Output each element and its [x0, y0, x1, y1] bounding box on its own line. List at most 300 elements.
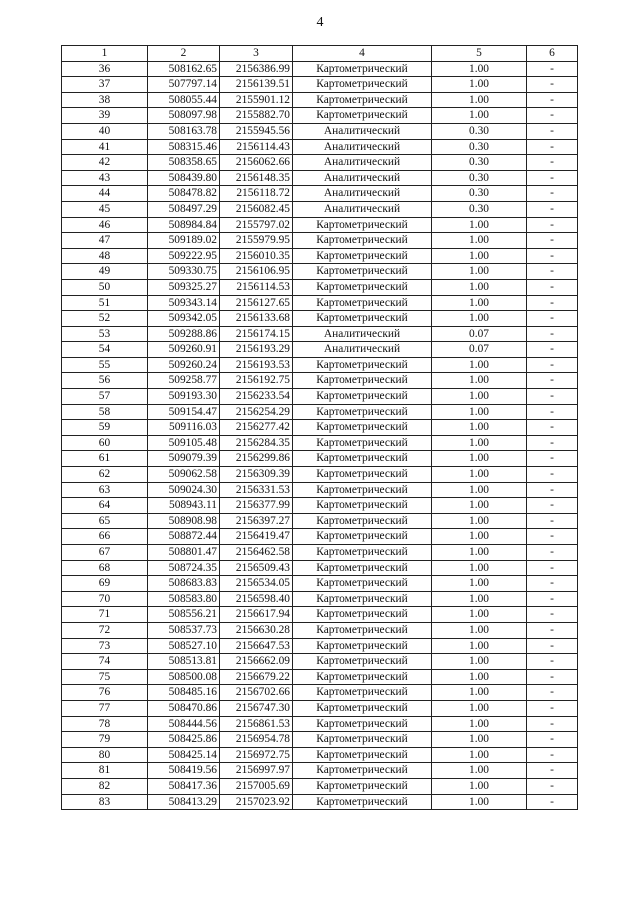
table-row	[62, 778, 578, 794]
column-header: 3	[220, 46, 293, 62]
point-number-cell: 55	[62, 357, 148, 373]
x-coordinate-cell: 509189.02	[148, 233, 220, 249]
x-coordinate-cell: 508425.14	[148, 747, 220, 763]
x-coordinate-cell: 509260.24	[148, 357, 220, 373]
method-cell: Картометрический	[293, 513, 432, 529]
method-cell: Картометрический	[293, 279, 432, 295]
table-row	[62, 201, 578, 217]
accuracy-cell: 1.00	[432, 607, 527, 623]
y-coordinate-cell: 2156254.29	[220, 404, 293, 420]
method-cell: Картометрический	[293, 591, 432, 607]
note-cell: -	[527, 373, 578, 389]
note-cell: -	[527, 233, 578, 249]
x-coordinate-cell: 509260.91	[148, 342, 220, 358]
table-row	[62, 467, 578, 483]
point-number-cell: 60	[62, 435, 148, 451]
method-cell: Картометрический	[293, 529, 432, 545]
note-cell: -	[527, 747, 578, 763]
point-number-cell: 82	[62, 778, 148, 794]
note-cell: -	[527, 123, 578, 139]
note-cell: -	[527, 560, 578, 576]
note-cell: -	[527, 139, 578, 155]
table-row	[62, 61, 578, 77]
point-number-cell: 79	[62, 732, 148, 748]
x-coordinate-cell: 507797.14	[148, 77, 220, 93]
y-coordinate-cell: 2156662.09	[220, 654, 293, 670]
y-coordinate-cell: 2156647.53	[220, 638, 293, 654]
point-number-cell: 66	[62, 529, 148, 545]
accuracy-cell: 0.30	[432, 186, 527, 202]
note-cell: -	[527, 576, 578, 592]
method-cell: Картометрический	[293, 295, 432, 311]
point-number-cell: 53	[62, 326, 148, 342]
method-cell: Картометрический	[293, 545, 432, 561]
table-row	[62, 591, 578, 607]
y-coordinate-cell: 2156233.54	[220, 389, 293, 405]
accuracy-cell: 1.00	[432, 404, 527, 420]
accuracy-cell: 1.00	[432, 685, 527, 701]
accuracy-cell: 1.00	[432, 576, 527, 592]
table-row	[62, 326, 578, 342]
note-cell: -	[527, 342, 578, 358]
table-row	[62, 451, 578, 467]
method-cell: Картометрический	[293, 420, 432, 436]
x-coordinate-cell: 509062.58	[148, 467, 220, 483]
note-cell: -	[527, 108, 578, 124]
point-number-cell: 37	[62, 77, 148, 93]
method-cell: Картометрический	[293, 61, 432, 77]
y-coordinate-cell: 2156617.94	[220, 607, 293, 623]
table-body	[62, 61, 578, 810]
note-cell: -	[527, 248, 578, 264]
accuracy-cell: 1.00	[432, 482, 527, 498]
method-cell: Картометрический	[293, 498, 432, 514]
note-cell: -	[527, 622, 578, 638]
accuracy-cell: 1.00	[432, 92, 527, 108]
method-cell: Картометрический	[293, 233, 432, 249]
accuracy-cell: 0.30	[432, 155, 527, 171]
table-row	[62, 560, 578, 576]
point-number-cell: 38	[62, 92, 148, 108]
note-cell: -	[527, 467, 578, 483]
table-row	[62, 404, 578, 420]
y-coordinate-cell: 2156062.66	[220, 155, 293, 171]
point-number-cell: 44	[62, 186, 148, 202]
method-cell: Картометрический	[293, 311, 432, 327]
accuracy-cell: 1.00	[432, 700, 527, 716]
accuracy-cell: 1.00	[432, 778, 527, 794]
table-row	[62, 295, 578, 311]
accuracy-cell: 1.00	[432, 295, 527, 311]
point-number-cell: 46	[62, 217, 148, 233]
x-coordinate-cell: 508470.86	[148, 700, 220, 716]
accuracy-cell: 1.00	[432, 545, 527, 561]
accuracy-cell: 1.00	[432, 716, 527, 732]
method-cell: Картометрический	[293, 217, 432, 233]
method-cell: Картометрический	[293, 576, 432, 592]
column-header: 1	[62, 46, 148, 62]
accuracy-cell: 0.30	[432, 170, 527, 186]
y-coordinate-cell: 2156148.35	[220, 170, 293, 186]
point-number-cell: 41	[62, 139, 148, 155]
accuracy-cell: 1.00	[432, 311, 527, 327]
x-coordinate-cell: 508500.08	[148, 669, 220, 685]
point-number-cell: 74	[62, 654, 148, 670]
y-coordinate-cell: 2156114.53	[220, 279, 293, 295]
accuracy-cell: 1.00	[432, 373, 527, 389]
x-coordinate-cell: 508439.80	[148, 170, 220, 186]
method-cell: Картометрический	[293, 357, 432, 373]
y-coordinate-cell: 2156114.43	[220, 139, 293, 155]
accuracy-cell: 1.00	[432, 560, 527, 576]
accuracy-cell: 1.00	[432, 591, 527, 607]
accuracy-cell: 1.00	[432, 435, 527, 451]
method-cell: Аналитический	[293, 342, 432, 358]
y-coordinate-cell: 2157023.92	[220, 794, 293, 810]
note-cell: -	[527, 607, 578, 623]
method-cell: Картометрический	[293, 92, 432, 108]
table-row	[62, 747, 578, 763]
method-cell: Картометрический	[293, 108, 432, 124]
accuracy-cell: 1.00	[432, 529, 527, 545]
table-row	[62, 123, 578, 139]
y-coordinate-cell: 2156174.15	[220, 326, 293, 342]
y-coordinate-cell: 2155979.95	[220, 233, 293, 249]
note-cell: -	[527, 716, 578, 732]
accuracy-cell: 1.00	[432, 357, 527, 373]
method-cell: Картометрический	[293, 389, 432, 405]
point-number-cell: 40	[62, 123, 148, 139]
y-coordinate-cell: 2156954.78	[220, 732, 293, 748]
note-cell: -	[527, 763, 578, 779]
x-coordinate-cell: 509079.39	[148, 451, 220, 467]
note-cell: -	[527, 685, 578, 701]
x-coordinate-cell: 508055.44	[148, 92, 220, 108]
point-number-cell: 65	[62, 513, 148, 529]
accuracy-cell: 1.00	[432, 654, 527, 670]
table-row	[62, 420, 578, 436]
x-coordinate-cell: 508417.36	[148, 778, 220, 794]
note-cell: -	[527, 654, 578, 670]
point-number-cell: 56	[62, 373, 148, 389]
x-coordinate-cell: 508556.21	[148, 607, 220, 623]
method-cell: Картометрический	[293, 763, 432, 779]
accuracy-cell: 1.00	[432, 747, 527, 763]
point-number-cell: 54	[62, 342, 148, 358]
accuracy-cell: 1.00	[432, 279, 527, 295]
point-number-cell: 43	[62, 170, 148, 186]
x-coordinate-cell: 509288.86	[148, 326, 220, 342]
table-row	[62, 685, 578, 701]
y-coordinate-cell: 2156118.72	[220, 186, 293, 202]
note-cell: -	[527, 311, 578, 327]
point-number-cell: 80	[62, 747, 148, 763]
accuracy-cell: 1.00	[432, 669, 527, 685]
y-coordinate-cell: 2156861.53	[220, 716, 293, 732]
point-number-cell: 47	[62, 233, 148, 249]
column-header: 5	[432, 46, 527, 62]
table-row	[62, 576, 578, 592]
x-coordinate-cell: 508724.35	[148, 560, 220, 576]
table-row	[62, 607, 578, 623]
note-cell: -	[527, 201, 578, 217]
point-number-cell: 52	[62, 311, 148, 327]
y-coordinate-cell: 2156193.29	[220, 342, 293, 358]
method-cell: Картометрический	[293, 373, 432, 389]
x-coordinate-cell: 508537.73	[148, 622, 220, 638]
point-number-cell: 63	[62, 482, 148, 498]
note-cell: -	[527, 435, 578, 451]
note-cell: -	[527, 482, 578, 498]
column-header: 2	[148, 46, 220, 62]
y-coordinate-cell: 2156309.39	[220, 467, 293, 483]
accuracy-cell: 1.00	[432, 217, 527, 233]
x-coordinate-cell: 508097.98	[148, 108, 220, 124]
table-row	[62, 435, 578, 451]
y-coordinate-cell: 2156010.35	[220, 248, 293, 264]
page-number: 4	[316, 15, 324, 30]
note-cell: -	[527, 77, 578, 93]
accuracy-cell: 1.00	[432, 108, 527, 124]
method-cell: Картометрический	[293, 778, 432, 794]
table-row	[62, 513, 578, 529]
method-cell: Картометрический	[293, 451, 432, 467]
method-cell: Картометрический	[293, 404, 432, 420]
x-coordinate-cell: 508683.83	[148, 576, 220, 592]
accuracy-cell: 1.00	[432, 61, 527, 77]
coordinates-table	[61, 45, 578, 810]
y-coordinate-cell: 2157005.69	[220, 778, 293, 794]
method-cell: Картометрический	[293, 716, 432, 732]
method-cell: Картометрический	[293, 77, 432, 93]
note-cell: -	[527, 513, 578, 529]
column-header: 4	[293, 46, 432, 62]
accuracy-cell: 1.00	[432, 264, 527, 280]
y-coordinate-cell: 2156509.43	[220, 560, 293, 576]
x-coordinate-cell: 508163.78	[148, 123, 220, 139]
x-coordinate-cell: 508162.65	[148, 61, 220, 77]
x-coordinate-cell: 509342.05	[148, 311, 220, 327]
method-cell: Картометрический	[293, 482, 432, 498]
note-cell: -	[527, 170, 578, 186]
accuracy-cell: 1.00	[432, 622, 527, 638]
table-row	[62, 716, 578, 732]
accuracy-cell: 1.00	[432, 248, 527, 264]
x-coordinate-cell: 509222.95	[148, 248, 220, 264]
method-cell: Аналитический	[293, 326, 432, 342]
method-cell: Картометрический	[293, 248, 432, 264]
y-coordinate-cell: 2155797.02	[220, 217, 293, 233]
note-cell: -	[527, 61, 578, 77]
method-cell: Аналитический	[293, 186, 432, 202]
point-number-cell: 77	[62, 700, 148, 716]
point-number-cell: 71	[62, 607, 148, 623]
y-coordinate-cell: 2156462.58	[220, 545, 293, 561]
point-number-cell: 73	[62, 638, 148, 654]
point-number-cell: 83	[62, 794, 148, 810]
table-row	[62, 669, 578, 685]
accuracy-cell: 0.07	[432, 342, 527, 358]
point-number-cell: 78	[62, 716, 148, 732]
table-row	[62, 357, 578, 373]
point-number-cell: 69	[62, 576, 148, 592]
note-cell: -	[527, 420, 578, 436]
point-number-cell: 62	[62, 467, 148, 483]
x-coordinate-cell: 508513.81	[148, 654, 220, 670]
accuracy-cell: 0.30	[432, 201, 527, 217]
method-cell: Картометрический	[293, 732, 432, 748]
note-cell: -	[527, 186, 578, 202]
y-coordinate-cell: 2156534.05	[220, 576, 293, 592]
table-header-row	[62, 46, 578, 62]
point-number-cell: 45	[62, 201, 148, 217]
accuracy-cell: 1.00	[432, 763, 527, 779]
y-coordinate-cell: 2156397.27	[220, 513, 293, 529]
table-row	[62, 170, 578, 186]
note-cell: -	[527, 529, 578, 545]
x-coordinate-cell: 508943.11	[148, 498, 220, 514]
y-coordinate-cell: 2156127.65	[220, 295, 293, 311]
table-row	[62, 498, 578, 514]
y-coordinate-cell: 2156284.35	[220, 435, 293, 451]
table-row	[62, 732, 578, 748]
x-coordinate-cell: 508527.10	[148, 638, 220, 654]
y-coordinate-cell: 2156972.75	[220, 747, 293, 763]
x-coordinate-cell: 508413.29	[148, 794, 220, 810]
note-cell: -	[527, 732, 578, 748]
point-number-cell: 36	[62, 61, 148, 77]
y-coordinate-cell: 2156277.42	[220, 420, 293, 436]
x-coordinate-cell: 508485.16	[148, 685, 220, 701]
column-header: 6	[527, 46, 578, 62]
accuracy-cell: 1.00	[432, 513, 527, 529]
y-coordinate-cell: 2156193.53	[220, 357, 293, 373]
method-cell: Картометрический	[293, 794, 432, 810]
note-cell: -	[527, 591, 578, 607]
y-coordinate-cell: 2156386.99	[220, 61, 293, 77]
accuracy-cell: 1.00	[432, 389, 527, 405]
x-coordinate-cell: 508478.82	[148, 186, 220, 202]
accuracy-cell: 1.00	[432, 451, 527, 467]
method-cell: Картометрический	[293, 638, 432, 654]
method-cell: Картометрический	[293, 669, 432, 685]
y-coordinate-cell: 2155901.12	[220, 92, 293, 108]
table-row	[62, 186, 578, 202]
point-number-cell: 51	[62, 295, 148, 311]
method-cell: Картометрический	[293, 467, 432, 483]
table-row	[62, 77, 578, 93]
y-coordinate-cell: 2156630.28	[220, 622, 293, 638]
point-number-cell: 76	[62, 685, 148, 701]
table-row	[62, 482, 578, 498]
table-row	[62, 529, 578, 545]
table-row	[62, 373, 578, 389]
point-number-cell: 64	[62, 498, 148, 514]
y-coordinate-cell: 2156192.75	[220, 373, 293, 389]
point-number-cell: 48	[62, 248, 148, 264]
note-cell: -	[527, 264, 578, 280]
table-row	[62, 545, 578, 561]
table-row	[62, 700, 578, 716]
x-coordinate-cell: 508419.56	[148, 763, 220, 779]
x-coordinate-cell: 508425.86	[148, 732, 220, 748]
point-number-cell: 70	[62, 591, 148, 607]
point-number-cell: 72	[62, 622, 148, 638]
table-row	[62, 763, 578, 779]
table-row	[62, 233, 578, 249]
x-coordinate-cell: 509024.30	[148, 482, 220, 498]
method-cell: Картометрический	[293, 747, 432, 763]
point-number-cell: 57	[62, 389, 148, 405]
accuracy-cell: 1.00	[432, 638, 527, 654]
accuracy-cell: 1.00	[432, 794, 527, 810]
point-number-cell: 50	[62, 279, 148, 295]
note-cell: -	[527, 295, 578, 311]
table-row	[62, 279, 578, 295]
method-cell: Картометрический	[293, 700, 432, 716]
accuracy-cell: 1.00	[432, 467, 527, 483]
accuracy-cell: 1.00	[432, 498, 527, 514]
method-cell: Картометрический	[293, 654, 432, 670]
x-coordinate-cell: 509330.75	[148, 264, 220, 280]
table-row	[62, 264, 578, 280]
point-number-cell: 42	[62, 155, 148, 171]
x-coordinate-cell: 509258.77	[148, 373, 220, 389]
point-number-cell: 81	[62, 763, 148, 779]
y-coordinate-cell: 2156106.95	[220, 264, 293, 280]
y-coordinate-cell: 2156702.66	[220, 685, 293, 701]
note-cell: -	[527, 217, 578, 233]
table-row	[62, 794, 578, 810]
x-coordinate-cell: 509116.03	[148, 420, 220, 436]
note-cell: -	[527, 404, 578, 420]
point-number-cell: 68	[62, 560, 148, 576]
point-number-cell: 58	[62, 404, 148, 420]
point-number-cell: 61	[62, 451, 148, 467]
accuracy-cell: 1.00	[432, 77, 527, 93]
method-cell: Аналитический	[293, 123, 432, 139]
x-coordinate-cell: 509343.14	[148, 295, 220, 311]
note-cell: -	[527, 700, 578, 716]
method-cell: Картометрический	[293, 264, 432, 280]
method-cell: Аналитический	[293, 201, 432, 217]
note-cell: -	[527, 638, 578, 654]
note-cell: -	[527, 794, 578, 810]
y-coordinate-cell: 2156299.86	[220, 451, 293, 467]
accuracy-cell: 1.00	[432, 420, 527, 436]
y-coordinate-cell: 2156598.40	[220, 591, 293, 607]
y-coordinate-cell: 2155882.70	[220, 108, 293, 124]
point-number-cell: 59	[62, 420, 148, 436]
note-cell: -	[527, 279, 578, 295]
x-coordinate-cell: 508984.84	[148, 217, 220, 233]
note-cell: -	[527, 155, 578, 171]
x-coordinate-cell: 508908.98	[148, 513, 220, 529]
table-row	[62, 139, 578, 155]
method-cell: Аналитический	[293, 155, 432, 171]
method-cell: Картометрический	[293, 622, 432, 638]
point-number-cell: 67	[62, 545, 148, 561]
method-cell: Картометрический	[293, 607, 432, 623]
table-row	[62, 108, 578, 124]
x-coordinate-cell: 508497.29	[148, 201, 220, 217]
y-coordinate-cell: 2156997.97	[220, 763, 293, 779]
table-row	[62, 638, 578, 654]
point-number-cell: 75	[62, 669, 148, 685]
y-coordinate-cell: 2156747.30	[220, 700, 293, 716]
x-coordinate-cell: 509105.48	[148, 435, 220, 451]
method-cell: Аналитический	[293, 170, 432, 186]
